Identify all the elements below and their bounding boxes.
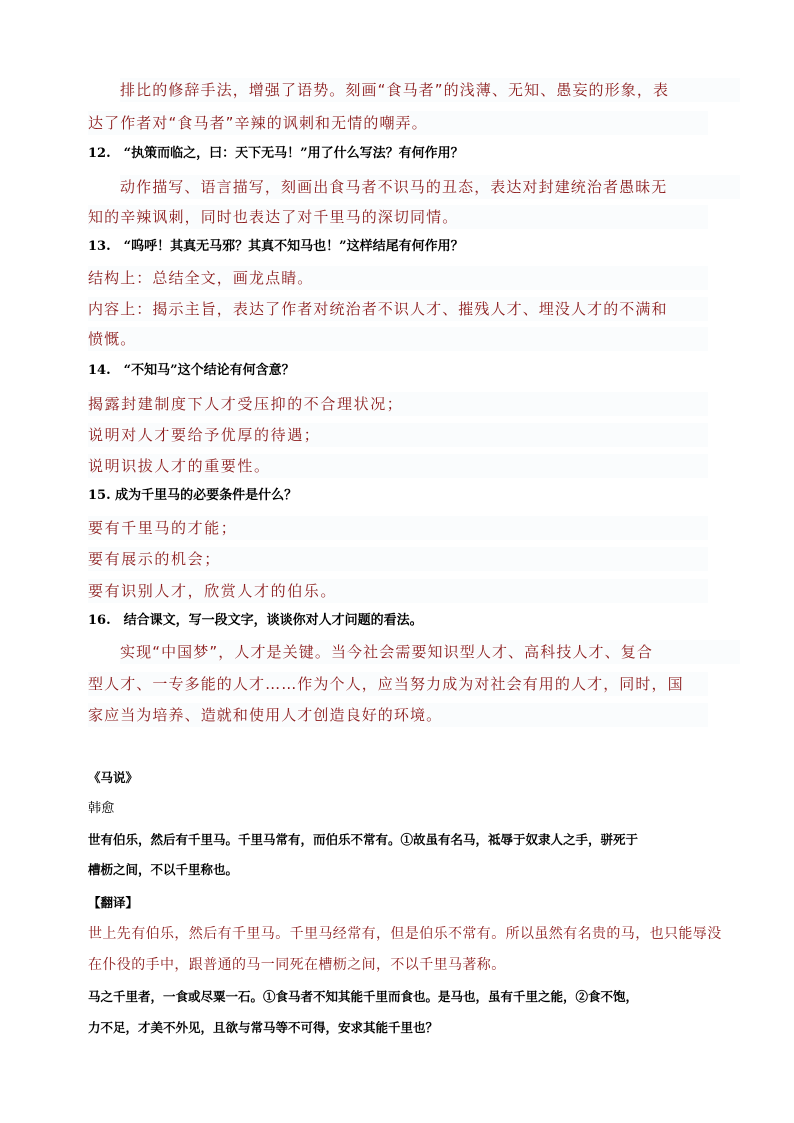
translation-para-1-line-1: 世上先有伯乐，然后有千里马。千里马经常有，但是伯乐不常有。所以虽然有名贵的马，也只能辱没 (88, 926, 722, 942)
answer-13-line-2: 内容上：揭示主旨，表达了作者对统治者不识人才、摧残人才、埋没人才的不满和 (88, 297, 708, 321)
answer-16-line-2: 型人才、一专多能的人才……作为个人，应当努力成为对社会有用的人才，同时，国 (88, 672, 708, 696)
question-14: 14. “不知马”这个结论有何含意？ (88, 363, 295, 378)
answer-13-line-1: 结构上：总结全文，画龙点睛。 (88, 266, 708, 290)
answer-16-line-3: 家应当为培养、造就和使用人才创造良好的环境。 (88, 703, 708, 727)
original-para-2-line-1: 马之千里者，一食或尽粟一石。①食马者不知其能千里而食也。是马也，虽有千里之能，②食不饱， (88, 989, 639, 1004)
text-author: 韩愈 (88, 801, 115, 816)
answer-15-line-2: 要有展示的机会； (88, 547, 708, 571)
original-para-2-line-2: 力不足，才美不外见，且欲与常马等不可得，安求其能千里也？ (88, 1020, 439, 1035)
question-12: 12. “执策而临之，曰：天下无马！”用了什么写法？有何作用？ (88, 146, 464, 161)
translation-para-1-line-2: 在仆役的手中，跟普通的马一同死在槽枥之间，不以千里马著称。 (88, 957, 506, 973)
answer-14-line-3: 说明识拔人才的重要性。 (88, 454, 708, 478)
original-para-1-line-2: 槽枥之间，不以千里称也。 (88, 862, 239, 877)
answer-14-line-2: 说明对人才要给予优厚的待遇； (88, 423, 708, 447)
translation-label: 【翻译】 (88, 895, 139, 910)
question-16: 16. 结合课文，写一段文字，谈谈你对人才问题的看法。 (88, 613, 423, 628)
question-13: 13. “呜呼！其真无马邪？其真不知马也！”这样结尾有何作用？ (88, 239, 464, 254)
answer-13-line-3: 愤慨。 (88, 327, 708, 351)
answer-12-line-2: 知的辛辣讽刺，同时也表达了对千里马的深切同情。 (88, 205, 708, 229)
text-title: 《马说》 (88, 770, 139, 785)
answer-11-line-1: 排比的修辞手法，增强了语势。刻画“食马者”的浅薄、无知、愚妄的形象，表 (120, 78, 740, 102)
answer-15-line-3: 要有识别人才，欣赏人才的伯乐。 (88, 579, 708, 603)
question-15: 15. 成为千里马的必要条件是什么？ (88, 488, 298, 503)
original-para-1-line-1: 世有伯乐，然后有千里马。千里马常有，而伯乐不常有。①故虽有名马，祗辱于奴隶人之手，骈死于 (88, 832, 639, 847)
answer-15-line-1: 要有千里马的才能； (88, 516, 708, 540)
answer-12-line-1: 动作描写、语言描写，刻画出食马者不识马的丑态，表达对封建统治者愚昧无 (120, 175, 740, 199)
answer-16-line-1: 实现“中国梦”，人才是关键。当今社会需要知识型人才、高科技人才、复合 (120, 640, 740, 664)
answer-14-line-1: 揭露封建制度下人才受压抑的不合理状况； (88, 392, 708, 416)
answer-11-line-2: 达了作者对“食马者”辛辣的讽刺和无情的嘲弄。 (88, 111, 708, 135)
